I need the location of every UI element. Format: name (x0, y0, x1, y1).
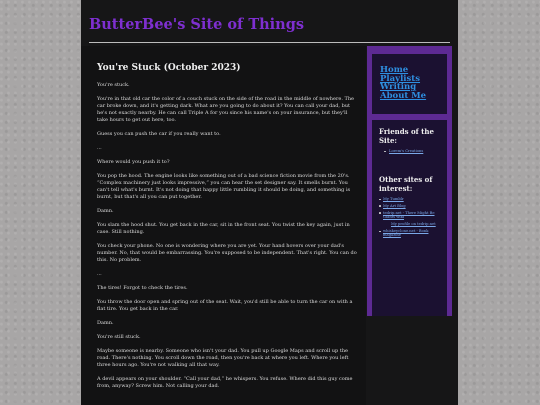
other-site-link[interactable]: My Tumblr (383, 197, 447, 201)
post-paragraph: A devil appears on your shoulder. “Call your dad,” he whispers. You refuse. Where did this guy come from, anyway? Screw him. Not calling your dad. (97, 376, 353, 389)
post-paragraph: You check your phone. No one is wondering where you are yet. Your hand hovers over your dad's number. No, that would be embarrassing. You're supposed to be independent. That's right. You can do this. No problem. (97, 243, 357, 263)
other-site-link[interactable]: tedrip.net - There Might Be Giants wiki (383, 211, 447, 220)
post-paragraph: You pop the hood. The engine looks like something out of a bad science fiction movie from the 20's. “Complex machinery just looks impressive,” you can hear the set designer say. It smells burnt. You can't tell what's burnt. It's not doing that happy little rumbling it should be doing, and something is burnt, but that's all you can put together. (97, 173, 351, 200)
friends-list (372, 149, 447, 153)
friend-link[interactable]: Lorem's Creations (389, 149, 447, 153)
other-sites-list (372, 197, 447, 238)
post-paragraph: ... (97, 271, 102, 277)
post-paragraph: Guess you can push the car if you really want to. (97, 131, 221, 137)
nav-link-playlists[interactable]: Playlists (380, 73, 421, 84)
post-paragraph: You slam the hood shut. You get back in the car, sit in the front seat. You twist the key again, just in case. Still nothing. (97, 222, 350, 235)
post-paragraph: Where would you push it to? (97, 159, 170, 165)
post-title: You're Stuck (October 2023) (97, 63, 241, 73)
post-paragraph: Damn. (97, 320, 114, 326)
post-body (97, 82, 358, 397)
title-divider (89, 42, 450, 43)
nav-link-home[interactable]: Home (380, 65, 409, 75)
nav-box (372, 54, 447, 114)
other-site-link[interactable]: My Art Blog (383, 204, 447, 208)
friends-heading: Friends of the Site: (379, 127, 434, 145)
page-container (81, 0, 458, 405)
other-site-link[interactable]: whiskeyclone.net - Bonk magazine (383, 229, 447, 238)
nav-link-about-me[interactable]: About Me (380, 90, 427, 101)
post-paragraph: You're in that old car the color of a couch stuck on the side of the road in the middle of nowhere. The car broke down, and it's getting dark. What are you going to do about it? You can call your dad, but he's not exactly nearby. He can call Triple A for you since his name's on your insurance, but they'll take hours to get out here, too. (97, 96, 355, 123)
sidebar (367, 46, 452, 316)
other-site-link[interactable]: My profile on tedrip.net (391, 222, 436, 227)
other-sites-box (372, 168, 447, 316)
post-paragraph: You're still stuck. (97, 334, 141, 340)
post-paragraph: The tires! Forgot to check the tires. (97, 285, 188, 291)
post-paragraph: You're stuck. (97, 82, 130, 88)
main-content[interactable] (81, 46, 366, 405)
post-paragraph: You throw the door open and spring out of the seat. Wait, you'd still be able to turn the car on with a flat tire. You get back in the car. (97, 299, 353, 312)
post-paragraph: Maybe someone is nearby. Someone who isn't your dad. You pull up Google Maps and scroll up the road. There's nothing. You scroll down the road, then you're back at where you left. Where you left three hours ago. You're not walking all that way. (97, 348, 349, 368)
friends-box (372, 120, 447, 168)
post-paragraph: ... (97, 145, 102, 151)
other-sites-heading: Other sites of interest: (379, 175, 433, 193)
nav-link-writing[interactable]: Writing (380, 82, 417, 92)
site-title: ButterBee's Site of Things (89, 16, 305, 33)
post-paragraph: Damn. (97, 208, 114, 214)
